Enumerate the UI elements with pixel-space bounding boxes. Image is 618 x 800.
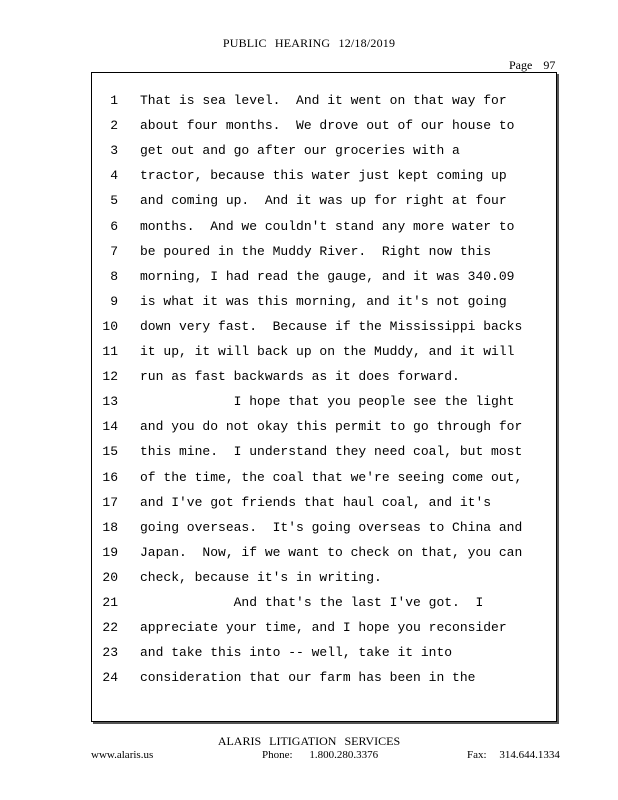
line-number: 10	[102, 318, 118, 334]
line-text: months. And we couldn't stand any more water to	[140, 218, 515, 234]
line-text: get out and go after our groceries with a	[140, 143, 460, 159]
line-number: 14	[102, 419, 118, 435]
line-text: be poured in the Muddy River. Right now this	[140, 243, 492, 259]
line-text: tractor, because this water just kept coming up	[140, 168, 507, 184]
line-number: 17	[102, 494, 118, 510]
fax-number: 314.644.1334	[499, 749, 560, 761]
transcript-line	[92, 342, 556, 367]
line-number: 23	[102, 645, 118, 661]
line-text: and I've got friends that haul coal, and it's	[140, 494, 492, 510]
line-number: 21	[102, 595, 118, 610]
transcript-line	[92, 242, 556, 267]
line-text: And that's the last I've got. I	[140, 595, 484, 610]
line-number: 19	[102, 544, 118, 560]
transcript-frame	[91, 72, 557, 722]
line-text: consideration that our farm has been in the	[140, 670, 476, 686]
transcript-line	[92, 668, 556, 693]
transcript-line	[92, 417, 556, 442]
phone-label: Phone:	[262, 749, 293, 761]
line-number: 6	[110, 218, 118, 234]
footer-fax	[467, 749, 560, 761]
line-number: 16	[102, 469, 118, 485]
transcript-line	[92, 191, 556, 216]
transcript-line	[92, 166, 556, 191]
fax-label: Fax:	[467, 749, 487, 761]
line-number: 9	[110, 293, 118, 309]
transcript-line	[92, 392, 556, 417]
line-text: and coming up. And it was up for right at four	[140, 193, 507, 209]
line-text: Japan. Now, if we want to check on that, you can	[140, 544, 523, 560]
transcript-line	[92, 442, 556, 467]
page-number: 97	[543, 58, 556, 72]
page-number-label	[509, 58, 555, 73]
line-text: this mine. I understand they need coal, but most	[140, 444, 523, 460]
page-header-title: PUBLIC HEARING 12/18/2019	[222, 36, 396, 50]
transcript-line	[92, 116, 556, 141]
transcript-line	[92, 493, 556, 518]
line-number: 12	[102, 369, 118, 385]
transcript-line	[92, 91, 556, 116]
transcript-line	[92, 217, 556, 242]
line-number: 22	[102, 620, 118, 636]
transcript-line	[92, 267, 556, 292]
line-text: it up, it will back up on the Muddy, and it will	[140, 344, 515, 359]
transcript-line	[92, 543, 556, 568]
line-number: 8	[110, 268, 118, 284]
transcript-line	[92, 367, 556, 392]
line-number: 24	[102, 670, 118, 686]
transcript-line	[92, 618, 556, 643]
line-number: 2	[110, 118, 118, 134]
line-number: 4	[110, 168, 118, 184]
line-number: 13	[102, 394, 118, 410]
line-text: going overseas. It's going overseas to China and	[140, 519, 523, 535]
transcript-line	[92, 292, 556, 317]
line-text: and you do not okay this permit to go through for	[140, 419, 523, 435]
line-number: 15	[102, 444, 118, 460]
line-text: That is sea level. And it went on that way for	[140, 93, 507, 108]
transcript-line	[92, 317, 556, 342]
line-number: 7	[110, 243, 118, 259]
transcript-line	[92, 643, 556, 668]
line-text: down very fast. Because if the Mississippi backs	[140, 318, 523, 334]
line-text: check, because it's in writing.	[140, 569, 382, 585]
line-text: is what it was this morning, and it's not going	[140, 293, 507, 309]
page-label-text: Page	[509, 58, 533, 72]
transcript-line	[92, 568, 556, 593]
line-text: appreciate your time, and I hope you reconsider	[140, 620, 507, 636]
line-number: 18	[102, 519, 118, 535]
footer-company-name: ALARIS LITIGATION SERVICES	[217, 734, 401, 748]
line-text: morning, I had read the gauge, and it was 340.09	[140, 268, 515, 284]
line-number: 1	[110, 93, 118, 108]
transcript-line	[92, 593, 556, 618]
line-text: run as fast backwards as it does forward.	[140, 369, 460, 385]
phone-number: 1.800.280.3376	[309, 749, 379, 761]
line-text: about four months. We drove out of our house to	[140, 118, 515, 134]
footer-phone	[262, 749, 378, 761]
line-text: and take this into -- well, take it into	[140, 645, 453, 661]
line-text: I hope that you people see the light	[140, 394, 515, 410]
line-text: of the time, the coal that we're seeing come out,	[140, 469, 523, 485]
line-number: 5	[110, 193, 118, 209]
footer-website: www.alaris.us	[91, 749, 154, 761]
line-number: 11	[102, 344, 118, 359]
line-number: 3	[110, 143, 118, 159]
line-number: 20	[102, 569, 118, 585]
transcript-line	[92, 518, 556, 543]
transcript-line	[92, 141, 556, 166]
transcript-line	[92, 468, 556, 493]
